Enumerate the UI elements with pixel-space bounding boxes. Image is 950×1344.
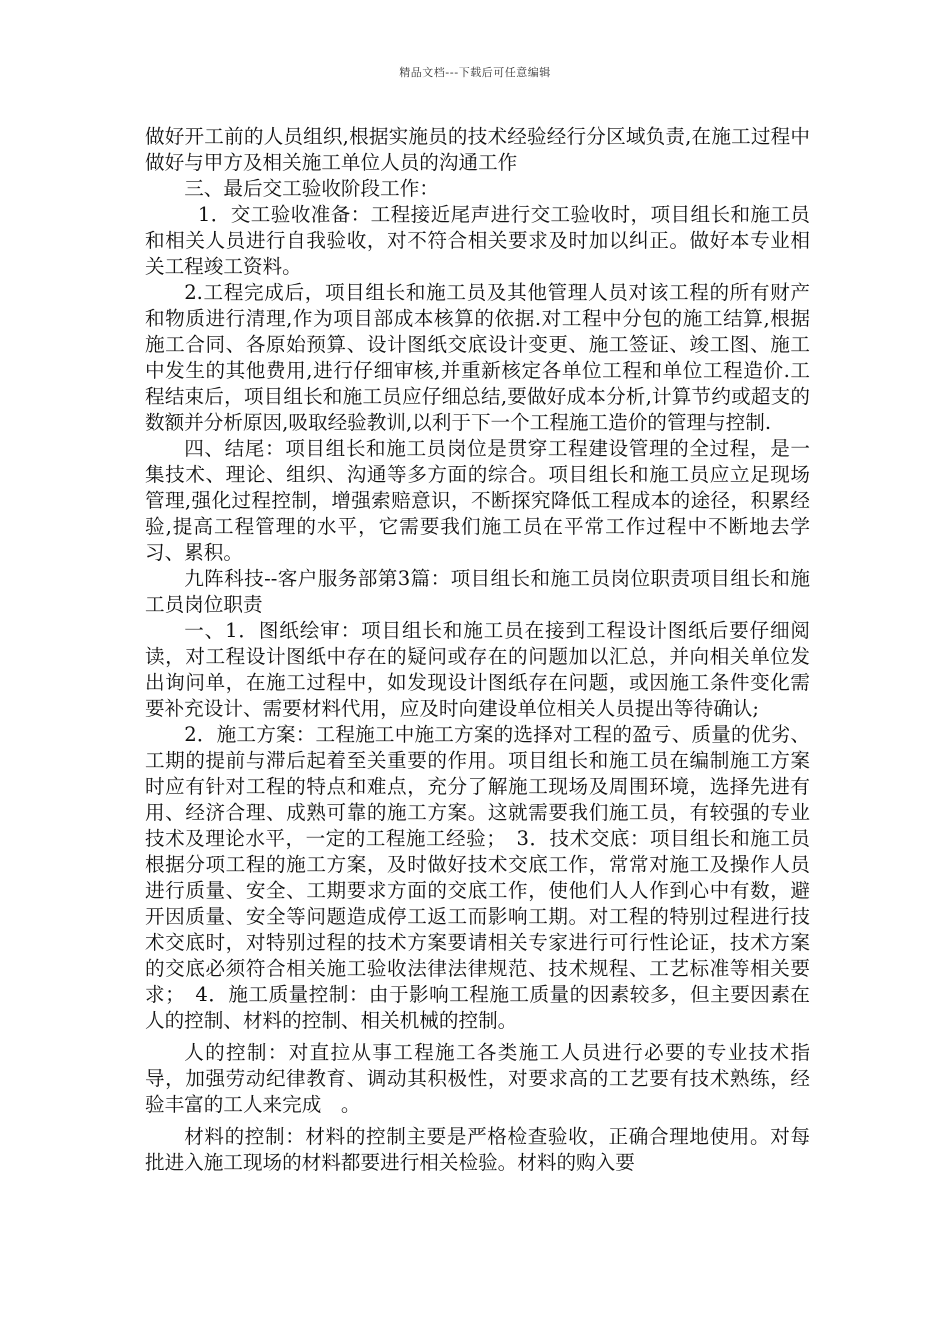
paragraph-5: 四、结尾：项目组长和施工员岗位是贯穿工程建设管理的全过程，是一集技术、理论、组织、沟通等多方面的综合。项目组长和施工员应立足现场管理,强化过程控制，增强索赔意识，不断探究降低工程成本的途径，积累经验,提高工程管理的水平，它需要我们施工员在平常工作过程中不断地去学习、累积。: [145, 437, 810, 564]
paragraph-6: 九阵科技--客户服务部第3篇：项目组长和施工员岗位职责项目组长和施工员岗位职责: [145, 567, 810, 616]
page-header: 精品文档---下载后可任意编辑: [399, 66, 551, 79]
paragraph-2: 三、最后交工验收阶段工作：: [184, 177, 439, 200]
document-body: [145, 124, 810, 1176]
paragraph-3: 1．交工验收准备：工程接近尾声进行交工验收时，项目组长和施工员和相关人员进行自我验收，对不符合相关要求及时加以纠正。做好本专业相关工程竣工资料。: [145, 203, 810, 278]
paragraph-9: 人的控制：对直拉从事工程施工各类施工人员进行必要的专业技术指导，加强劳动纪律教育、调动其积极性，对要求高的工艺要有技术熟练，经验丰富的工人来完成 。: [145, 1041, 810, 1116]
paragraph-10: 材料的控制：材料的控制主要是严格检查验收，正确合理地使用。对每批进入施工现场的材料都要进行相关检验。材料的购入要: [145, 1125, 810, 1174]
paragraph-7: 一、1．图纸绘审：项目组长和施工员在接到工程设计图纸后要仔细阅读，对工程设计图纸中存在的疑问或存在的问题加以汇总，并向相关单位发出询问单，在施工过程中，如发现设计图纸存在问题，或因施工条件变化需要补充设计、需要材料代用，应及时向建设单位相关人员提出等待确认;: [145, 619, 810, 720]
paragraph-8: 2．施工方案：工程施工中施工方案的选择对工程的盈亏、质量的优劣、工期的提前与滞后起着至关重要的作用。项目组长和施工员在编制施工方案时应有针对工程的特点和难点，充分了解施工现场及周围环境，选择先进有用、经济合理、成熟可靠的施工方案。这就需要我们施工员，有较强的专业技术及理论水平，一定的工程施工经验； 3．技术交底：项目组长和施工员根据分项工程的施工方案，及时做好技术交底工作，常常对施工及操作人员进行质量、安全、工期要求方面的交底工作，使他们人人作到心中有数，避开因质量、安全等问题造成停工返工而影响工期。对工程的特别过程进行技术交底时，对特别过程的技术方案要请相关专家进行可行性论证，技术方案的交底必须符合相关施工验收法律法律规范、技术规程、工艺标准等相关要求； 4．施工质量控制：由于影响工程施工质量的因素较多，但主要因素在人的控制、材料的控制、相关机械的控制。: [145, 723, 810, 1032]
paragraph-1: 做好开工前的人员组织,根据实施员的技术经验经行分区域负责,在施工过程中做好与甲方及相关施工单位人员的沟通工作: [145, 125, 810, 174]
paragraph-4: 2.工程完成后，项目组长和施工员及其他管理人员对该工程的所有财产和物质进行清理,作为项目部成本核算的依据.对工程中分包的施工结算,根据施工合同、各原始预算、设计图纸交底设计变更、施工签证、竣工图、施工中发生的其他费用,进行仔细审核,并重新核定各单位工程和单位工程造价.工程结束后，项目组长和施工员应仔细总结,要做好成本分析,计算节约或超支的数额并分析原因,吸取经验教训,以利于下一个工程施工造价的管理与控制.: [145, 281, 810, 434]
